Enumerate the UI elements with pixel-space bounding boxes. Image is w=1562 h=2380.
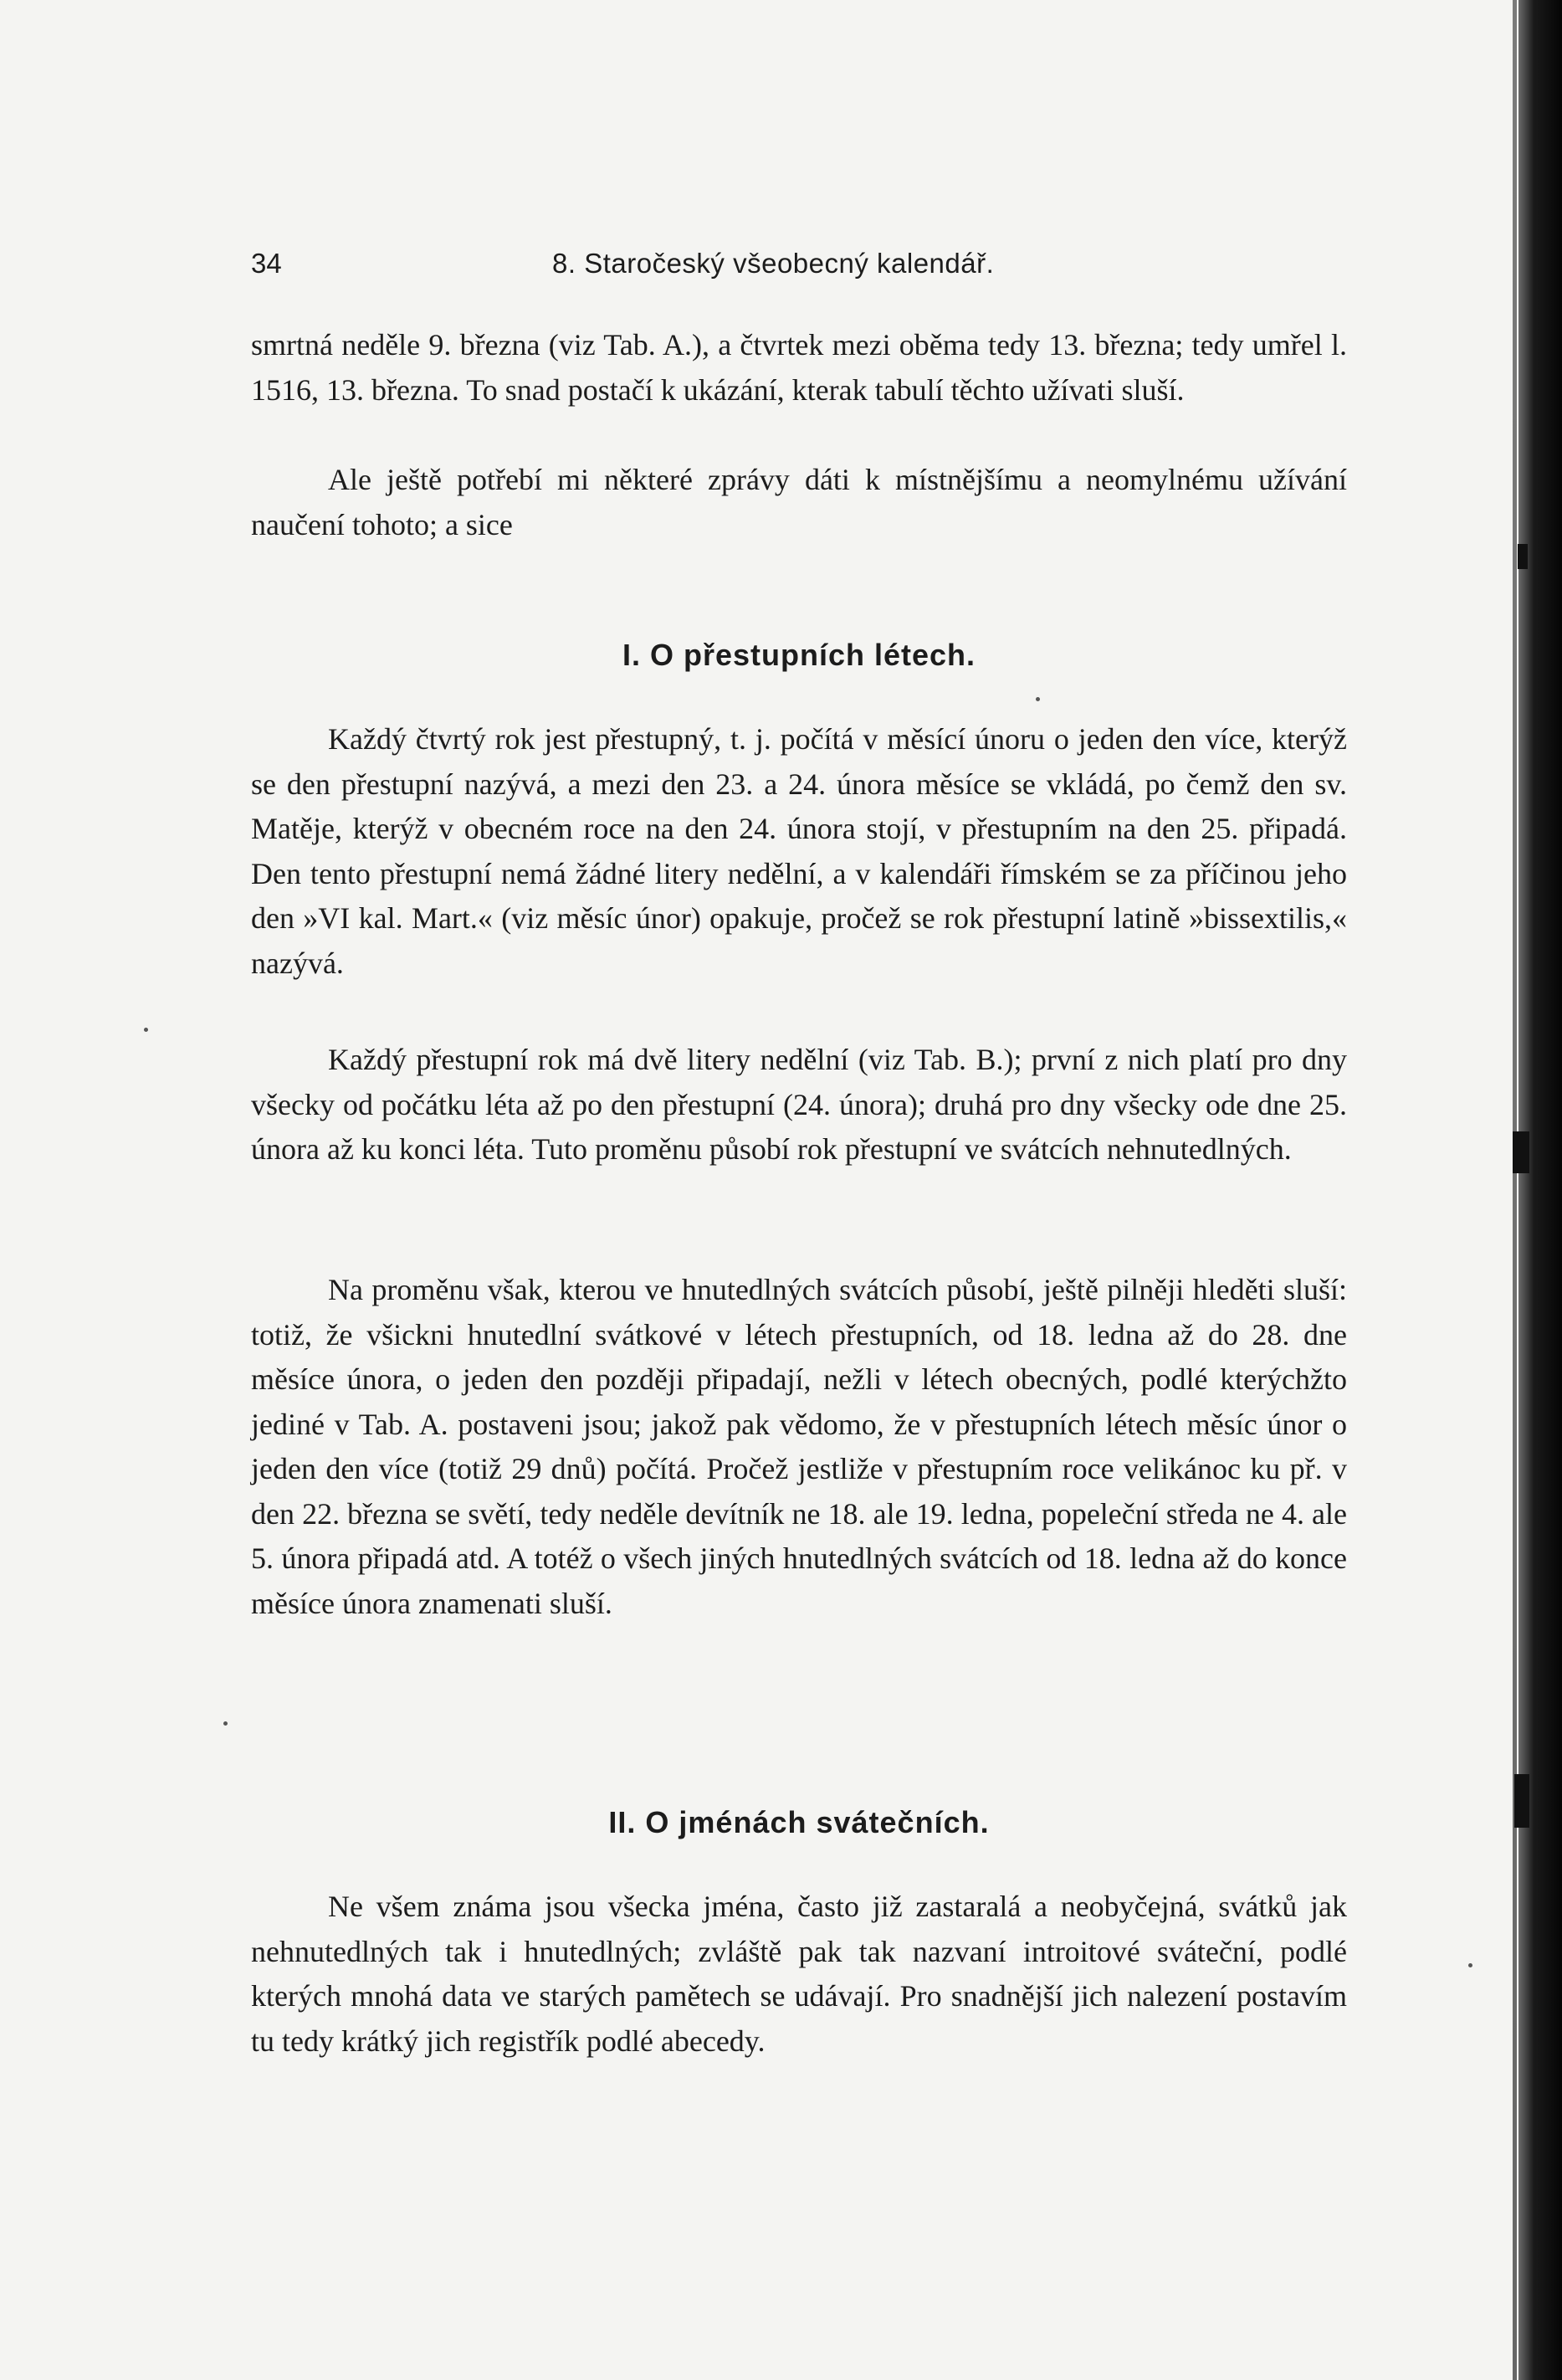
paragraph-leap-year-rule: Každý čtvrtý rok jest přestupný, t. j. počítá v měsící únoru o jeden den více, kterýž se den přestupní nazývá, a mezi den 23. a 24. února měsíce se vkládá, po čemž den sv. Matěje, kterýž v obecném roce na den 24. února stojí, v přestupním na den 25. připadá. Den tento přestupní nemá žádné litery nedělní, a v kalendáři římském se za příčinou jeho den »VI kal. Mart.« (viz měsíc únor) opakuje, pročež se rok přestupní latině »bissextilis,« nazývá.: [251, 722, 1347, 980]
running-head: [251, 248, 1347, 288]
edge-mark: [1514, 1774, 1529, 1828]
speck: [144, 1028, 148, 1032]
page-number: 34: [251, 248, 282, 279]
paragraph-continuation: smrtná neděle 9. března (viz Tab. A.), a čtvrtek mezi oběma tedy 13. března; tedy umřel l. 1516, 13. března. To snad postačí k ukázání, kterak tabulí těchto užívati sluší.: [251, 328, 1347, 407]
paragraph-feast-names: Ne všem známa jsou všecka jména, často již zastaralá a neobyčejná, svátků jak nehnutedlných tak i hnutedlných; zvláště pak tak nazvaní introitové sváteční, podlé kterých mnohá data ve starých pamětech se udávají. Pro snadnější jich nalezení postavím tu tedy krátký jich registřík podlé abecedy.: [251, 1890, 1347, 2058]
section-heading-feast-names: II. O jménách svátečních.: [608, 1805, 990, 1839]
page-edge-shadow: [1518, 0, 1562, 2380]
running-title: 8. Staročeský všeobecný kalendář.: [552, 248, 995, 279]
speck: [1468, 1963, 1472, 1967]
section-heading-leap-years: I. O přestupních létech.: [622, 638, 976, 672]
speck: [223, 1721, 228, 1726]
speck: [1036, 697, 1040, 701]
paragraph-dominical-letters: Každý přestupní rok má dvě litery nedělní (viz Tab. B.); první z nich platí pro dny všecky od počátku léta až po den přestupní (24. února); druhá pro dny všecky ode dne 25. února až ku konci léta. Tuto proměnu působí rok přestupní ve svátcích nehnutedlných.: [251, 1043, 1347, 1166]
page-edge-line: [1513, 0, 1517, 2380]
paragraph-intro: Ale ještě potřebí mi některé zprávy dáti k místnějšímu a neomylnému užívání naučení tohoto; a sice: [251, 463, 1347, 541]
edge-mark: [1513, 1131, 1529, 1173]
paragraph-movable-feasts: Na proměnu však, kterou ve hnutedlných svátcích působí, ještě pilněji hleděti sluší: totiž, že všickni hnutedlní svátkové v létech přestupních, od 18. ledna až do 28. dne měsíce února, o jeden den později připadají, nežli v létech obecných, podlé kterýchžto jediné v Tab. A. postaveni jsou; jakož pak vědomo, že v přestupních létech měsíc únor o jeden den více (totiž 29 dnů) počítá. Pročež jestliže v přestupním roce velikánoc ku př. v den 22. března se světí, tedy neděle devítník ne 18. ale 19. ledna, popeleční středa ne 4. ale 5. února připadá atd. A totéž o všech jiných hnutedlných svátcích od 18. ledna až do konce měsíce února znamenati sluší.: [251, 1273, 1347, 1620]
edge-mark: [1518, 544, 1528, 569]
